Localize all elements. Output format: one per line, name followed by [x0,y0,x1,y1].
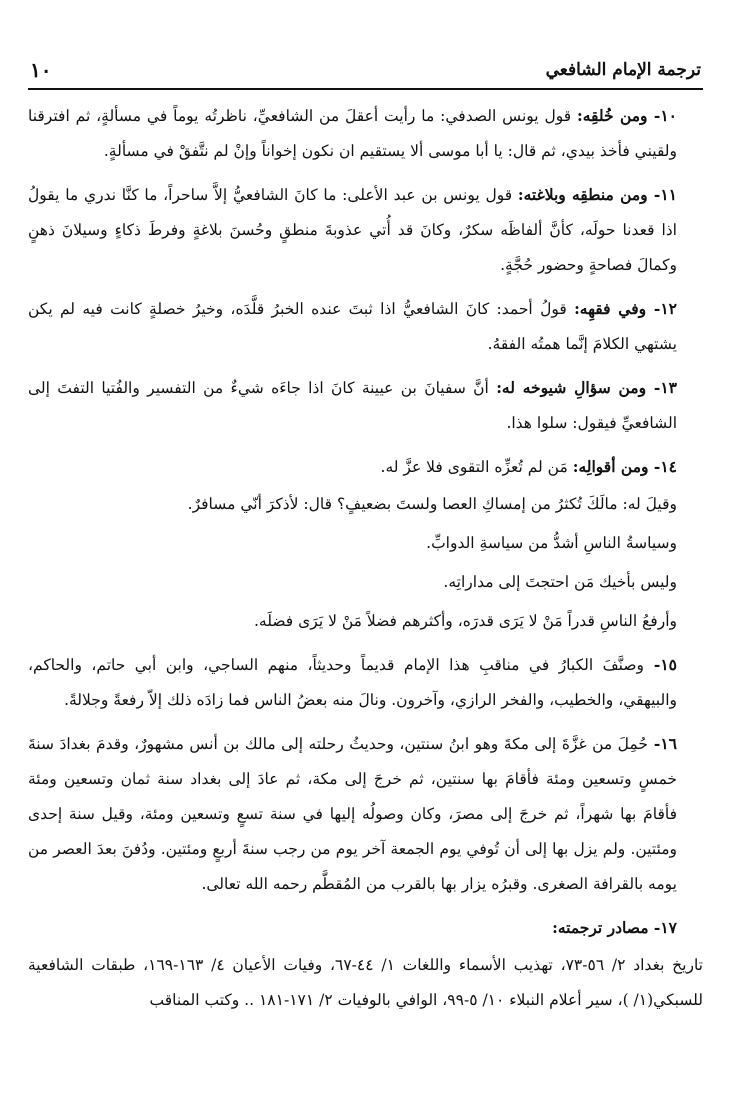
paragraph-text: قول يونس الصدفي: ما رأيت أعقلَ من الشافعيِّ، ناظرتُه يوماً في مسألةٍ، ثم افترقنا ولقيني فأخذ بيدي، ثم قال: يا أبا موسى ألا يستقيم ان نكون إخواناً وإنْ لم نتَّفقْ في مسألةٍ. [28,107,677,160]
paragraph-number: ١٥- [643,655,677,674]
paragraph-heading: وفي فقهِه: [574,299,647,318]
saying-line: وسياسةُ الناسِ أشدُّ من سياسةِ الدوابِّ. [426,534,677,552]
paragraph-number: ١٢- [646,299,678,318]
saying-line: وقيلَ له: مالَكَ تُكثرُ من إمساكِ العصا ولستَ بضعيفٍ؟ قال: لأذكرَ أنّي مسافرٌ. [187,495,677,513]
paragraph-text: وصنَّفَ الكبارُ في مناقبِ هذا الإمام قديماً وحديثاً، منهم الساجي، وابن أبي حاتم، والحاكم، والبيهقي، والخطيب، والفخر الرازي، وآخرون. ونالَ منه بعضُ الناس فما زادَه ذلك إلاّ رفعةً وجلالةً. [28,656,677,709]
paragraph [28,98,703,169]
paragraph-text: مَن لم تُعزِّه التقوى فلا عزَّ له. [380,458,573,476]
paragraph-heading: ومن سؤالِ شيوخه له: [496,378,647,397]
page-header [28,58,703,90]
paragraph-number: ١١- [647,185,677,204]
paragraph-heading: ومن منطقِه وبلاغته: [517,185,648,204]
paragraph [28,291,703,362]
saying-line: وأرفعُ الناسِ قدراً مَنْ لا يَرَى قدرَه، وأكثرهم فضلاً مَنْ لا يَرَى فضلَه. [254,612,677,630]
paragraph [28,177,703,283]
paragraph-number: ١٧- [648,918,677,937]
paragraph-text: أنَّ سفيانَ بن عيينة كانَ اذا جاءَه شيءٌ من التفسير والفُتيا التفتَ إلى الشافعيِّ فيقول: سلوا هذا. [28,379,677,432]
running-title: ترجمة الإمام الشافعي [545,60,701,80]
paragraph-number: ١٣- [646,378,677,397]
paragraph [28,726,703,902]
page-number: ١٠ [30,58,52,82]
paragraph [28,910,703,946]
paragraph-number: ١٦- [647,734,677,753]
paragraph [28,370,703,441]
paragraph-text: قول يونس بن عبد الأعلى: ما كانَ الشافعيُّ إلاَّ ساحراً، ما كنَّا ندري ما يقولُ اذا قعدنا حولَه، كأنَّ ألفاظَه سكرٌ، وكانَ قد أُتي عذوبةَ منطقٍ وحُسنَ بلاغةٍ وفرطَ ذكاءٍ وسيلانَ ذهنٍ وكمالَ فصاحةٍ وحضور حُجَّةٍ. [28,186,677,274]
sources-list: تاريخ بغداد ٢/ ٥٦-٧٣، تهذيب الأسماء واللغات ١/ ٤٤-٦٧، وفيات الأعيان ٤/ ١٦٣-١٦٩، طبقات الشافعية للسبكي(١/ )، سير أعلام النبلاء ١٠/ ٥-٩٩، الوافي بالوفيات ٢/ ١٧١-١٨١ .. وكتب المناقب [28,956,703,1009]
paragraph-number: ١٤- [648,457,677,476]
paragraph-text: قولُ أحمد: كانَ الشافعيُّ اذا ثبتَ عنده الخبرُ قلَّدَه، وخيرُ خصلةٍ كانت فيه لم يكن يشتهي الكلامَ إنَّما همتُه الفقهُ. [28,300,677,353]
paragraph-number: ١٠- [647,106,677,125]
paragraph [28,449,703,485]
paragraph-heading: ومن أقوالِه: [572,457,649,476]
paragraph-heading: مصادر ترجمته: [552,918,649,937]
paragraph-text: حُمِلَ من غزَّةَ إلى مكةَ وهو ابنُ سنتين، وحديثُ رحلته إلى مالك بن أنس مشهورٌ، وقدمَ بغدادَ سنةَ خمسٍ وتسعين ومئة فأقامَ بها سنتين، ثم خرجَ إلى مكة، ثم عادَ إلى بغداد سنة ثمان وتسعين ومئة فأقامَ بها شهراً، ثم خرجَ إلى مصرَ، وكان وصولُه إليها في سنة تسعٍ وتسعين ومئة، وقيل سنة إحدى ومئتين. ولم يزل بها إلى أن تُوفي يوم الجمعة آخر يوم من رجب سنةَ أربعٍ ومئتين. ودُفنَ بعدَ العصر من يومه بالقرافة الصغرى. وقبرُه يزار بها بالقرب من المُقطَّم رحمه الله تعالى. [28,735,677,893]
saying-line: وليس بأخيك مَن احتجتَ إلى مداراتِه. [443,573,677,591]
paragraph-heading: ومن خُلقِه: [577,106,648,125]
page-body [28,98,703,1026]
paragraph [28,647,703,718]
